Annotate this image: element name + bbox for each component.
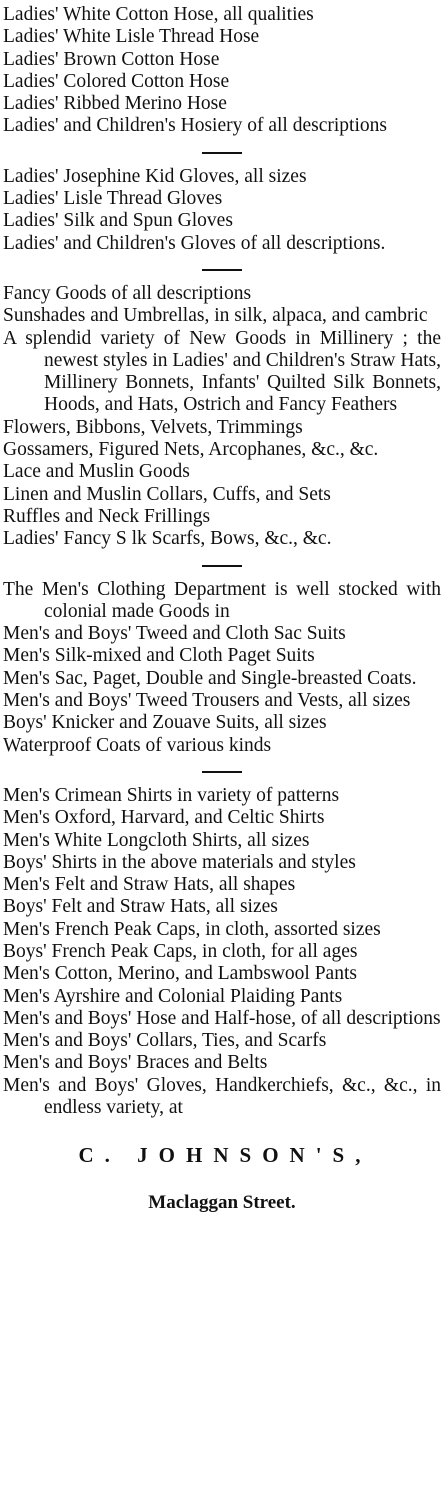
store-name: C. JOHNSON'S,	[78, 1143, 372, 1168]
list-item: Boys' Shirts in the above materials and styles	[3, 851, 356, 873]
section-divider	[202, 152, 242, 154]
list-item: Boys' Knicker and Zouave Suits, all sizes	[3, 712, 327, 734]
list-item: Men's Silk-mixed and Cloth Paget Suits	[3, 645, 315, 667]
list-item: Gossamers, Figured Nets, Arcophanes, &c., &c.	[3, 439, 379, 461]
list-item: Ladies' Ribbed Merino Hose	[3, 93, 227, 115]
list-item: Men's Oxford, Harvard, and Celtic Shirts	[3, 807, 325, 829]
mens-shirts-section	[3, 785, 441, 1119]
list-item: Ladies' Brown Cotton Hose	[3, 48, 220, 70]
list-item: Ladies' and Children's Gloves of all descriptions.	[3, 232, 386, 254]
mens-clothing-section	[3, 579, 441, 757]
list-item: Men's and Boys' Hose and Half-hose, of all descriptions	[3, 1007, 441, 1029]
list-item: Men's Cotton, Merino, and Lambswool Pants	[3, 963, 357, 985]
list-item: Men's and Boys' Collars, Ties, and Scarfs	[3, 1030, 327, 1052]
list-item: Ladies' and Children's Hosiery of all descriptions	[3, 115, 387, 137]
list-item: Men's and Boys' Braces and Belts	[3, 1052, 268, 1074]
list-item: Boys' Felt and Straw Hats, all sizes	[3, 896, 278, 918]
list-item: Ladies' Josephine Kid Gloves, all sizes	[3, 165, 307, 187]
list-item: Men's Felt and Straw Hats, all shapes	[3, 874, 296, 896]
list-item: The Men's Clothing Department is well stocked with colonial made Goods in	[3, 578, 441, 622]
list-item: Ladies' Fancy S lk Scarfs, Bows, &c., &c.	[3, 528, 332, 550]
section-divider	[202, 771, 242, 773]
list-item: Sunshades and Umbrellas, in silk, alpaca, and cambric	[3, 305, 428, 327]
list-item: Ladies' Silk and Spun Gloves	[3, 210, 233, 232]
list-item: Lace and Muslin Goods	[3, 461, 190, 483]
section-divider	[202, 565, 242, 567]
list-item: Men's Crimean Shirts in variety of patterns	[3, 784, 340, 806]
list-item: Ladies' Lisle Thread Gloves	[3, 188, 223, 210]
hosiery-section	[3, 4, 441, 138]
list-item: Boys' French Peak Caps, in cloth, for all ages	[3, 940, 358, 962]
list-item: A splendid variety of New Goods in Millinery ; the newest styles in Ladies' and Children's Straw Hats, Millinery Bonnets, Infants' Quilted Silk Bonnets, Hoods, and Hats, Ostrich and Fancy Feathers	[3, 327, 441, 416]
list-item: Fancy Goods of all descriptions	[3, 282, 252, 304]
fancy-goods-section	[3, 283, 441, 551]
list-item: Ladies' Colored Cotton Hose	[3, 70, 230, 92]
list-item: Waterproof Coats of various kinds	[3, 734, 272, 756]
list-item: Men's Ayrshire and Colonial Plaiding Pants	[3, 985, 343, 1007]
list-item: Men's and Boys' Gloves, Handkerchiefs, &c., &c., in endless variety, at	[3, 1074, 441, 1119]
list-item: Men's White Longcloth Shirts, all sizes	[3, 829, 310, 851]
list-item: Linen and Muslin Collars, Cuffs, and Sets	[3, 483, 331, 505]
list-item: Men's and Boys' Tweed Trousers and Vests, all sizes	[3, 690, 411, 712]
store-address: Maclaggan Street.	[148, 1192, 296, 1214]
section-divider	[202, 269, 242, 271]
list-item: Men's and Boys' Tweed and Cloth Sac Suits	[3, 623, 346, 645]
list-item: Men's French Peak Caps, in cloth, assorted sizes	[3, 918, 381, 940]
list-item: Ladies' White Lisle Thread Hose	[3, 26, 260, 48]
list-item: Ladies' White Cotton Hose, all qualities	[3, 4, 314, 25]
list-item: Flowers, Bibbons, Velvets, Trimmings	[3, 416, 303, 438]
list-item: Ruffles and Neck Frillings	[3, 505, 211, 527]
gloves-section	[3, 166, 441, 255]
list-item: Men's Sac, Paget, Double and Single-breasted Coats.	[3, 667, 417, 689]
